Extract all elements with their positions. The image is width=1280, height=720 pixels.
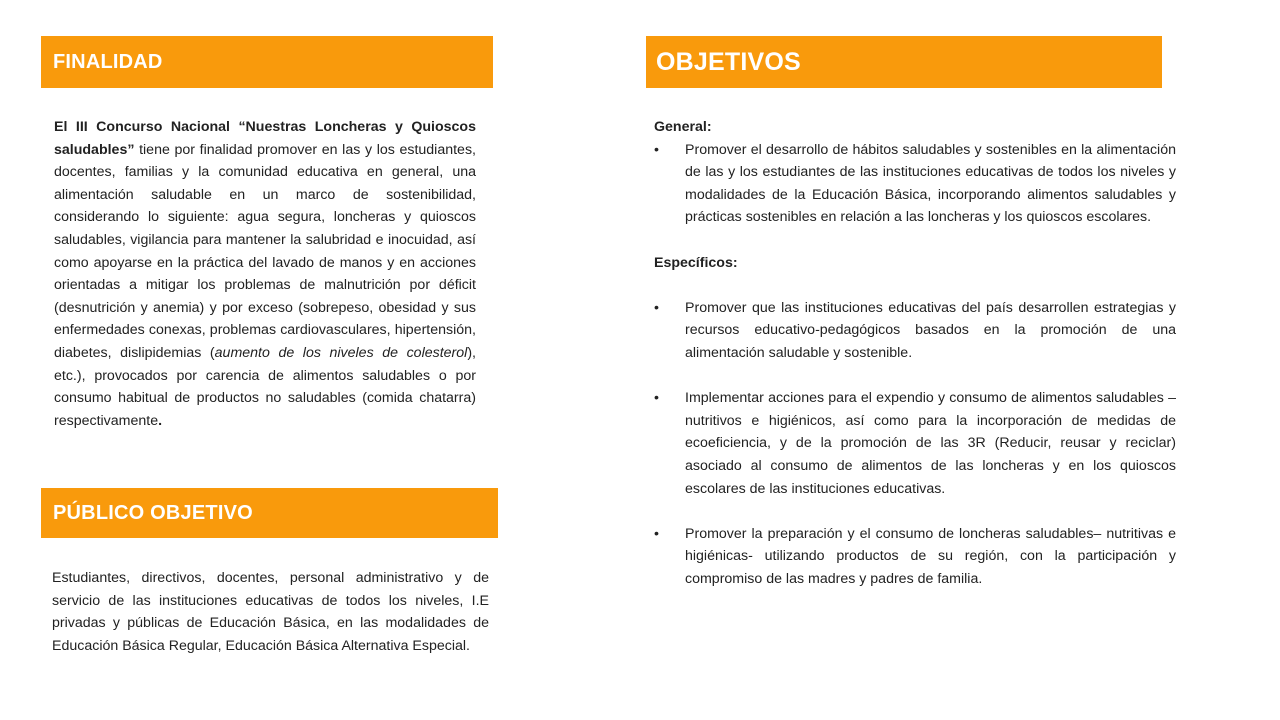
- publico-title: PÚBLICO OBJETIVO: [53, 501, 253, 524]
- general-heading: General:: [654, 119, 712, 135]
- finalidad-text-end: .: [158, 412, 163, 429]
- objetivos-title: OBJETIVOS: [656, 47, 801, 76]
- general-item: • Promover el desarrollo de hábitos saludables y sostenibles en la alimentación de las y los estudiantes de las instituciones educativas de todos los niveles y modalidades de la Educación Básica, incorporando alimentos saludables y prácticas sostenibles en relación a las loncheras y los quioscos escolares.: [654, 139, 1176, 229]
- especificos-item: • Promover que las instituciones educativas del país desarrollen estrategias y recursos educativo-pedagógicos basados en la promoción de una alimentación saludable y sostenible.: [654, 297, 1176, 365]
- finalidad-text-part2: ), etc.), provocados por carencia de alimentos saludables o por consumo habitual de productos no saludables (comida chatarra) respectivamente: [54, 344, 476, 429]
- especificos-heading: Específicos:: [654, 254, 738, 271]
- finalidad-banner: [41, 36, 493, 88]
- publico-banner: [41, 488, 498, 538]
- general-list: [654, 139, 1176, 229]
- finalidad-title: FINALIDAD: [53, 50, 163, 73]
- finalidad-intro: El III Concurso Nacional “Nuestras Loncheras y Quioscos saludables”: [54, 119, 476, 158]
- finalidad-text-part1: tiene por finalidad promover en las y los estudiantes, docentes, familias y la comunidad educativa en general, una alimentación saludable en un marco de sostenibilidad, considerando lo siguiente: agua segura, loncheras y quioscos saludables, vigilancia para mantener la salubridad e inocuidad, así como apoyarse en la práctica del lavado de manos y en acciones orientadas a mitigar los problemas de malnutrición por déficit (desnutrición y anemia) y por exceso (sobrepeso, obesidad y sus enfermedades conexas, problemas cardiovasculares, hipertensión, diabetes, dislipidemias (: [54, 141, 476, 361]
- especificos-list: [654, 297, 1176, 591]
- especificos-item: • Promover la preparación y el consumo de loncheras saludables– nutritivas e higiénicas- utilizando productos de su región, con la participación y compromiso de las madres y padres de familia.: [654, 523, 1176, 591]
- finalidad-text-italic: aumento de los niveles de colesterol: [214, 344, 468, 361]
- publico-paragraph: Estudiantes, directivos, docentes, personal administrativo y de servicio de las instituciones educativas de todos los niveles, I.E privadas y públicas de Educación Básica, en las modalidades de Educación Básica Regular, Educación Básica Alternativa Especial.: [52, 570, 489, 654]
- objetivos-banner: [646, 36, 1162, 88]
- especificos-item: • Implementar acciones para el expendio y consumo de alimentos saludables –nutritivos e higiénicos, así como para la incorporación de medidas de ecoeficiencia, y de la promoción de las 3R (Reducir, reusar y reciclar) asociado al consumo de alimentos de las loncheras y en los quioscos escolares de las instituciones educativas.: [654, 387, 1176, 500]
- finalidad-paragraph: [54, 116, 476, 432]
- objetivos-content: [654, 116, 1176, 590]
